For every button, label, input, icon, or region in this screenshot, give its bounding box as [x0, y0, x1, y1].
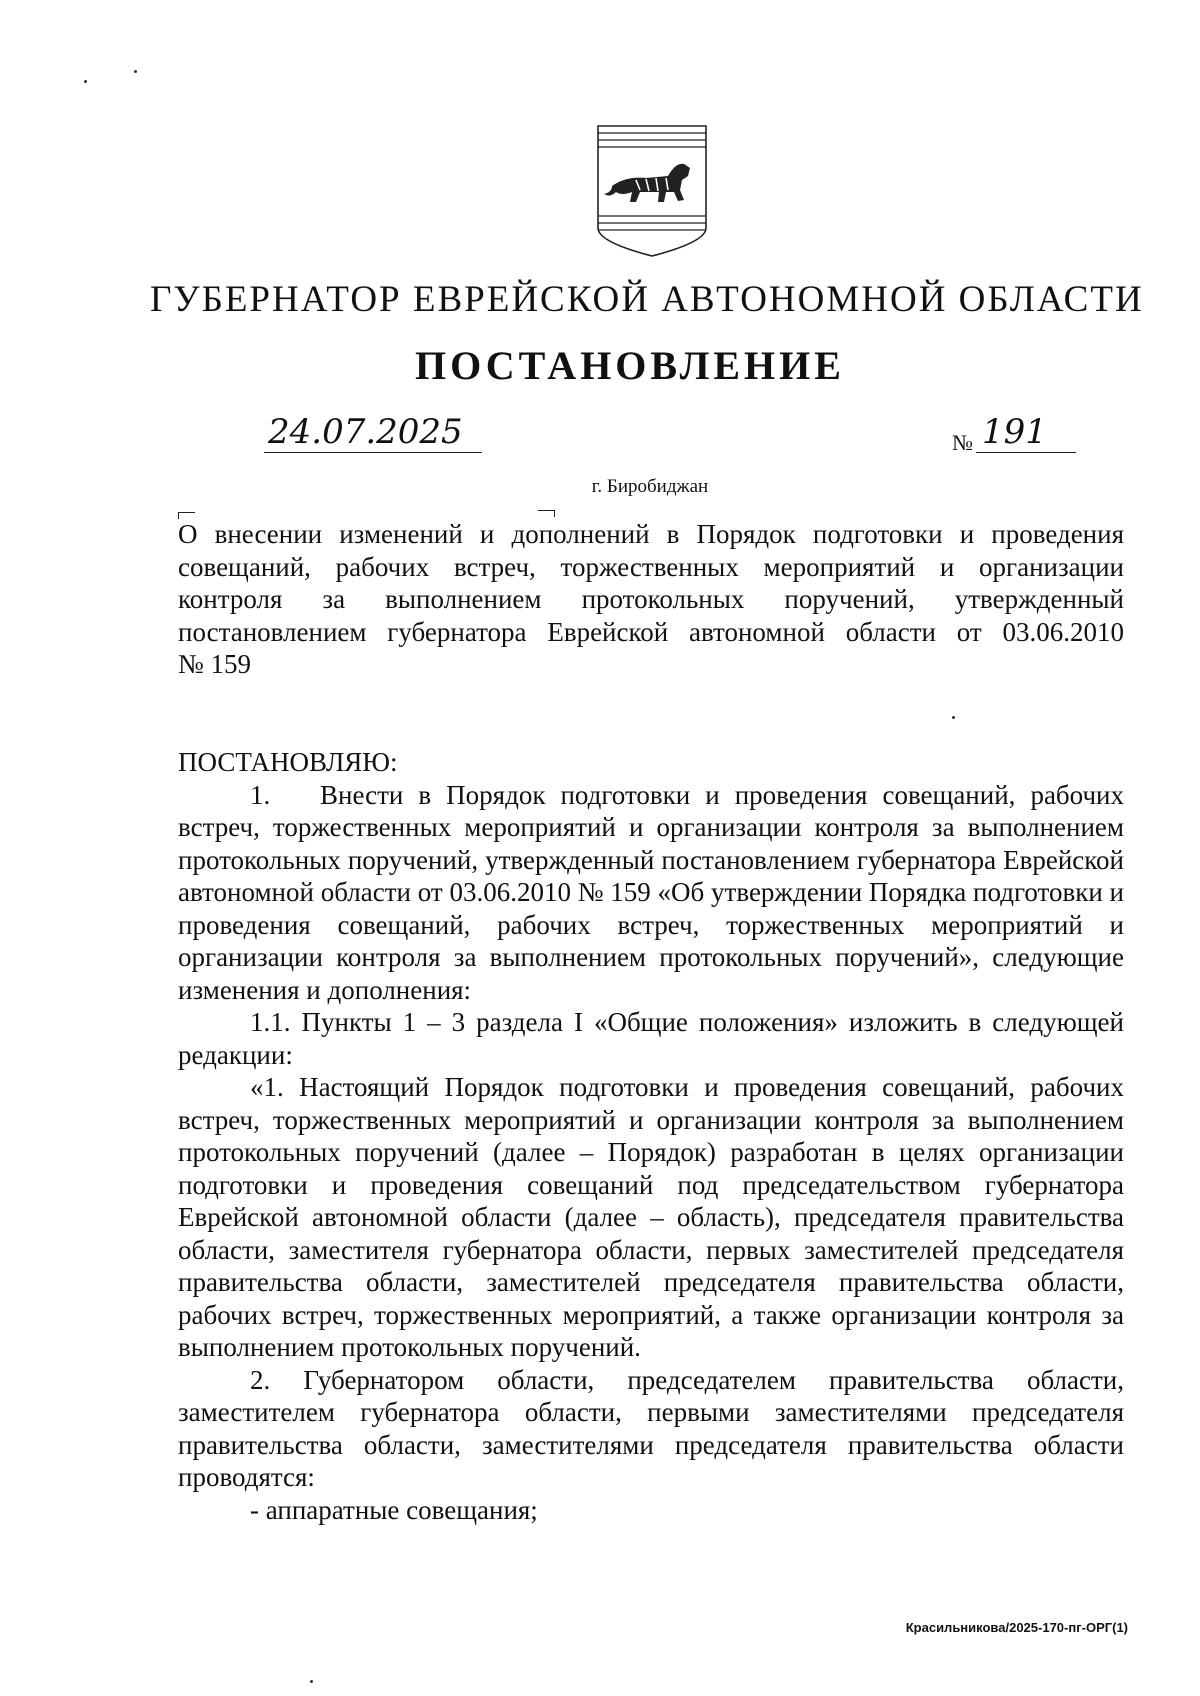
- scan-speck: [310, 1680, 313, 1683]
- document-number: [952, 412, 1070, 454]
- decree-heading: ПОСТАНОВЛЯЮ:: [178, 747, 398, 777]
- title-line: контроля за выполнением протокольных поручений, утвержденный: [178, 584, 1124, 614]
- document-body: [178, 746, 1124, 1526]
- title-line: О внесении изменений и дополнений в Порядок подготовки и проведения: [178, 519, 1124, 549]
- scan-speck: [134, 70, 137, 73]
- title-line: совещаний, рабочих встреч, торжественных мероприятий и организации: [178, 551, 1124, 582]
- handwritten-number: 191: [976, 412, 1076, 453]
- quoted-item-2: 2. Губернатором области, председателем правительства области, заместителем губернатора области, первыми заместителями председателя правительства области, заместителями председателя правительства области проводятся:: [178, 1364, 1124, 1492]
- city-line: г. Биробиджан: [591, 476, 709, 497]
- paragraph-1-number: 1.: [250, 779, 271, 810]
- paragraph-1-1: 1.1. Пункты 1 – 3 раздела I «Общие положения» изложить в следующей редакции:: [178, 1007, 1124, 1070]
- title-corner-mark-right: [538, 510, 555, 517]
- scan-speck: [84, 80, 87, 83]
- number-sign-label: №: [952, 430, 973, 455]
- coat-of-arms-emblem: [596, 124, 708, 258]
- footer-reference: Красильникова/2025-170-пг-ОРГ(1): [905, 1620, 1128, 1635]
- handwritten-date: 24.07.2025: [264, 412, 482, 453]
- title-line: постановлением губернатора Еврейской автономной области от 03.06.2010: [178, 616, 1124, 647]
- paragraph-1-text: Внести в Порядок подготовки и проведения совещаний, рабочих встреч, торжественных мероприятий и организации контроля за выполнением протокольных поручений, утвержденный постановлением губернатора Еврейской автономной области от 03.06.2010 № 159 «Об утверждении Порядка подготовки и проведения совещаний, рабочих встреч, торжественных мероприятий и организации контроля за выполнением протокольных поручений», следующие изменения и дополнения:: [178, 779, 1124, 1005]
- document-title: [178, 518, 1124, 648]
- document-type-heading: ПОСТАНОВЛЕНИЕ: [415, 343, 845, 388]
- quoted-item-1: «1. Настоящий Порядок подготовки и проведения совещаний, рабочих встреч, торжественных мероприятий и организации контроля за выполнением протокольных поручений (далее – Порядок) разработан в целях организации подготовки и проведения совещаний под председательством губернатора Еврейской автономной области (далее – область), председателя правительства области, заместителя губернатора области, первых заместителей председателя правительства области, заместителей председателя правительства области, рабочих встреч, торжественных мероприятий, а также организации контроля за выполнением протокольных поручений.: [178, 1072, 1124, 1362]
- scan-speck: [952, 716, 955, 719]
- paragraph-1: [178, 779, 1124, 1007]
- list-item: - аппаратные совещания;: [250, 1494, 538, 1525]
- authority-header: ГУБЕРНАТОР ЕВРЕЙСКОЙ АВТОНОМНОЙ ОБЛАСТИ: [150, 279, 1144, 320]
- title-line-last: № 159: [178, 649, 252, 679]
